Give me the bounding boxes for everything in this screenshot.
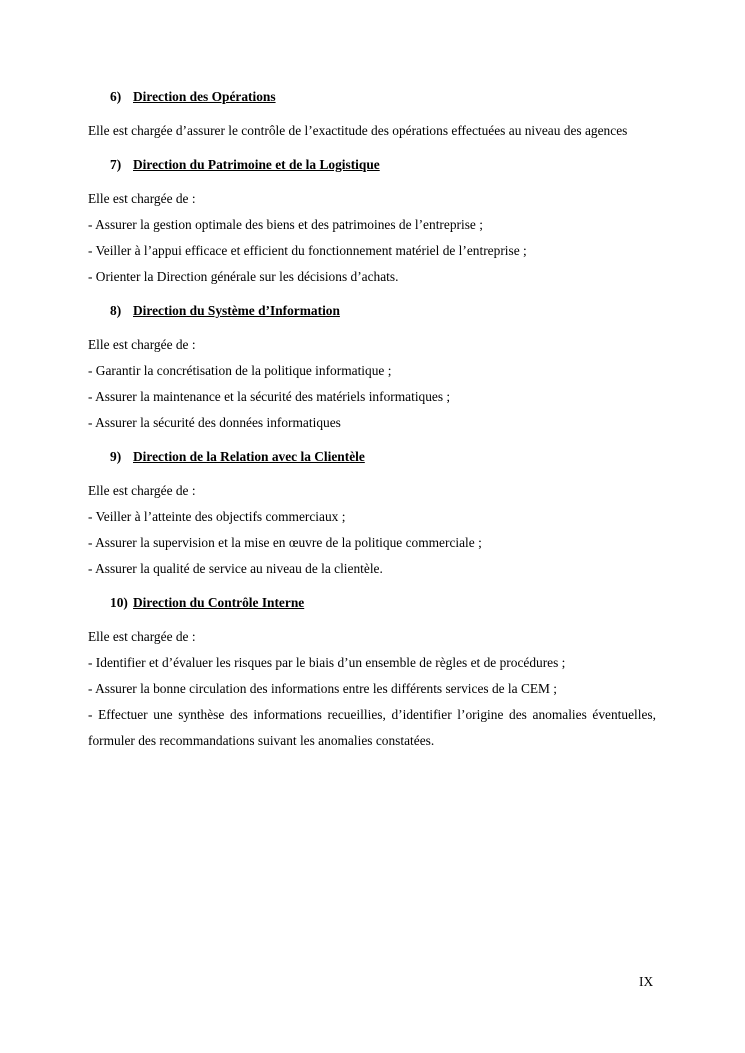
document-page bbox=[88, 86, 656, 764]
section-title: Direction du Patrimoine et de la Logistique bbox=[133, 157, 380, 172]
section-heading bbox=[110, 154, 656, 176]
section-paragraph: Elle est chargée d’assurer le contrôle de l’exactitude des opérations effectuées au niveau des agences bbox=[88, 123, 628, 138]
section-title: Direction des Opérations bbox=[133, 89, 276, 104]
section-heading bbox=[110, 592, 656, 614]
section-title: Direction du Système d’Information bbox=[133, 303, 340, 318]
section-intro: Elle est chargée de : bbox=[88, 629, 196, 644]
list-item: - Assurer la supervision et la mise en œuvre de la politique commerciale ; bbox=[88, 535, 482, 550]
section-intro: Elle est chargée de : bbox=[88, 191, 196, 206]
list-item: - Assurer la bonne circulation des informations entre les différents services de la CEM ; bbox=[88, 681, 558, 696]
list-item: - Assurer la maintenance et la sécurité des matériels informatiques ; bbox=[88, 389, 451, 404]
section-number: 10) bbox=[110, 595, 128, 610]
page-number: IX bbox=[639, 974, 654, 989]
list-item: - Orienter la Direction générale sur les décisions d’achats. bbox=[88, 269, 399, 284]
section-number: 8) bbox=[110, 303, 122, 318]
section-heading bbox=[110, 300, 656, 322]
section-title: Direction du Contrôle Interne bbox=[133, 595, 305, 610]
list-item: - Assurer la sécurité des données informatiques bbox=[88, 415, 341, 430]
list-item: - Assurer la gestion optimale des biens et des patrimoines de l’entreprise ; bbox=[88, 217, 483, 232]
section-controle-interne bbox=[88, 592, 656, 754]
section-systeme-information bbox=[88, 300, 656, 436]
list-item: - Veiller à l’appui efficace et efficient du fonctionnement matériel de l’entreprise ; bbox=[88, 243, 527, 258]
list-item: - Garantir la concrétisation de la politique informatique ; bbox=[88, 363, 392, 378]
section-relation-clientele bbox=[88, 446, 656, 582]
section-operations bbox=[88, 86, 656, 144]
list-item: - Identifier et d’évaluer les risques par le biais d’un ensemble de règles et de procédures ; bbox=[88, 655, 566, 670]
section-title: Direction de la Relation avec la Clientèle bbox=[133, 449, 365, 464]
list-item: - Effectuer une synthèse des informations recueillies, d’identifier l’origine des anomalies éventuelles, formuler des recommandations suivant les anomalies constatées. bbox=[88, 707, 656, 748]
section-intro: Elle est chargée de : bbox=[88, 337, 196, 352]
section-number: 9) bbox=[110, 449, 122, 464]
section-number: 6) bbox=[110, 89, 122, 104]
list-item: - Assurer la qualité de service au niveau de la clientèle. bbox=[88, 561, 383, 576]
section-heading bbox=[110, 86, 656, 108]
section-number: 7) bbox=[110, 157, 122, 172]
list-item: - Veiller à l’atteinte des objectifs commerciaux ; bbox=[88, 509, 346, 524]
section-heading bbox=[110, 446, 656, 468]
section-patrimoine bbox=[88, 154, 656, 290]
section-intro: Elle est chargée de : bbox=[88, 483, 196, 498]
